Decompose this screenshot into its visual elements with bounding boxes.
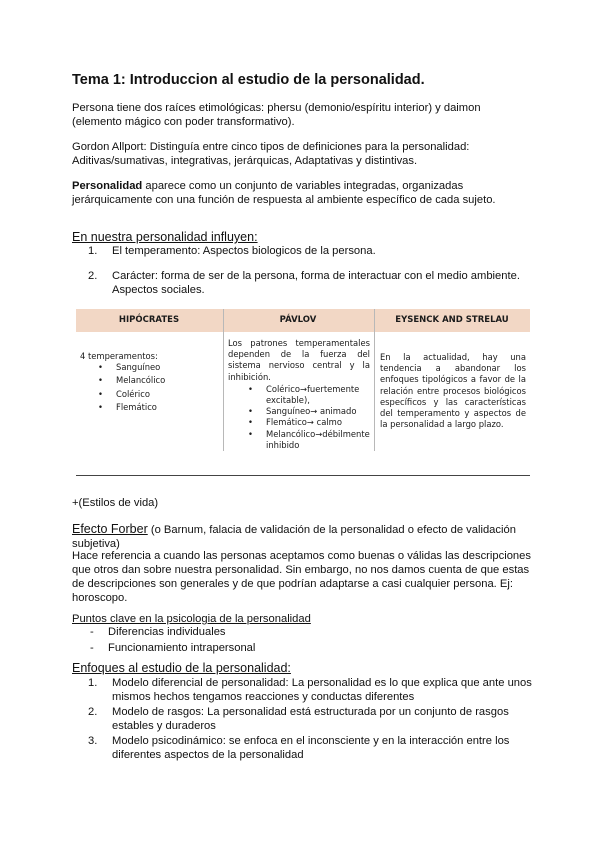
table-bottom-rule <box>76 475 530 476</box>
list-item <box>228 406 370 417</box>
item-text: Colérico→fuertemente excitable), <box>266 383 360 406</box>
item-text: Sanguíneo→ animado <box>266 406 357 417</box>
approaches-list <box>72 676 542 762</box>
header-hipocrates: HIPÓCRATES <box>118 315 180 325</box>
bullet: • <box>248 417 253 428</box>
item-number: 1. <box>88 245 98 257</box>
item-number: 3. <box>88 735 98 747</box>
page-title: Tema 1: Introduccion al estudio de la personalidad. <box>72 72 425 88</box>
item-text: Modelo diferencial de personalidad: La personalidad es lo que explica que ante unos mismos hechos tengamos reacciones y conductas diferentes <box>112 677 532 703</box>
column-divider <box>223 309 224 451</box>
item-text: Flemático→ calmo <box>266 417 342 428</box>
item-text: Sanguíneo <box>116 362 161 373</box>
personality-term: Personalidad <box>72 180 143 192</box>
forber-subtitle: (o Barnum, falacia de validación de la personalidad o efecto de validación subjetiva) <box>72 524 516 550</box>
item-text: Modelo psicodinámico: se enfoca en el inconsciente y en la interacción entre los diferentes aspectos de la personalidad <box>112 735 510 761</box>
bullet: • <box>248 428 253 439</box>
item-text: Colérico <box>116 388 150 399</box>
list-item <box>72 734 542 762</box>
personality-definition-paragraph <box>72 179 532 207</box>
bullet: • <box>248 406 253 417</box>
header-eysenck-strelau: EYSENCK AND STRELAU <box>395 315 509 325</box>
eysenck-strelau-cell: En la actualidad, hay una tendencia a abandonar los enfoques tipológicos a favor de la relación entre procesos biológicos específicos y las características del temperamento y aspectos de la personalidad a largo plazo. <box>380 352 526 430</box>
item-text: Modelo de rasgos: La personalidad está estructurada por un conjunto de rasgos estables y duraderos <box>112 706 509 732</box>
etymology-paragraph: Persona tiene dos raíces etimológicas: phersu (demonio/espíritu interior) y daimon (elemento mágico con poder transformativo). <box>72 102 481 128</box>
list-item <box>228 417 370 428</box>
header-pavlov: PÁVLOV <box>279 315 317 325</box>
item-text: Diferencias individuales <box>108 626 226 638</box>
lifestyle-note: +(Estilos de vida) <box>72 497 159 509</box>
temperament-list <box>80 362 220 413</box>
allport-paragraph: Gordon Allport: Distinguía entre cinco tipos de definiciones para la personalidad: Aditivas/sumativas, integrativas, jerárquicas, Adaptativas y distintivas. <box>72 141 470 167</box>
column-divider <box>374 309 375 451</box>
list-item <box>72 676 542 704</box>
influences-list <box>72 244 542 297</box>
dash: - <box>90 642 94 654</box>
list-item <box>72 244 542 258</box>
approaches-heading: Enfoques al estudio de la personalidad: <box>72 661 291 675</box>
bullet: • <box>98 388 103 399</box>
temperament-table <box>76 309 530 477</box>
list-item <box>72 625 532 639</box>
pavlov-intro: Los patrones temperamentales dependen de la fuerza del sistema nervioso central y la inhibición. <box>228 338 370 382</box>
list-item <box>80 362 220 373</box>
hipocrates-intro: 4 temperamentos: <box>80 351 158 361</box>
list-item <box>72 269 542 297</box>
item-number: 2. <box>88 270 98 282</box>
key-points-heading: Puntos clave en la psicologia de la personalidad <box>72 613 311 625</box>
item-text: Melancólico→débilmente inhibido <box>266 428 370 450</box>
list-item <box>228 384 370 406</box>
forber-body: Hace referencia a cuando las personas aceptamos como buenas o válidas las descripciones que otros dan sobre nuestra personalidad. Sin embargo, no nos damos cuenta de que estas de descripciones son generales y de que podrían adaptarse a casi cualquier persona. Ej: horoscopo. <box>72 550 531 604</box>
item-text: Funcionamiento intrapersonal <box>108 642 256 654</box>
item-number: 2. <box>88 706 98 718</box>
list-item <box>80 375 220 386</box>
list-item <box>228 429 370 451</box>
item-text: El temperamento: Aspectos biologicos de la persona. <box>112 245 376 257</box>
bullet: • <box>98 401 103 412</box>
item-text: Melancólico <box>116 375 166 386</box>
list-item <box>80 389 220 400</box>
hipocrates-cell <box>80 351 220 413</box>
list-item <box>72 705 542 733</box>
bullet: • <box>248 383 253 394</box>
list-item <box>72 641 532 655</box>
item-text: Carácter: forma de ser de la persona, forma de interactuar con el medio ambiente. Aspectos sociales. <box>112 270 520 296</box>
influences-heading: En nuestra personalidad influyen: <box>72 230 258 244</box>
personality-definition-text: aparece como un conjunto de variables integradas, organizadas jerárquicamente con una función de respuesta al ambiente específico de cada sujeto. <box>72 180 496 206</box>
item-text: Flemático <box>116 401 157 412</box>
key-points-list <box>72 625 532 655</box>
forber-heading <box>72 522 542 551</box>
bullet: • <box>98 362 103 373</box>
item-number: 1. <box>88 677 98 689</box>
pavlov-list <box>228 384 370 451</box>
pavlov-cell <box>228 338 370 451</box>
bullet: • <box>98 375 103 386</box>
forber-term: Efecto Forber <box>72 522 148 536</box>
list-item <box>80 402 220 413</box>
dash: - <box>90 626 94 638</box>
